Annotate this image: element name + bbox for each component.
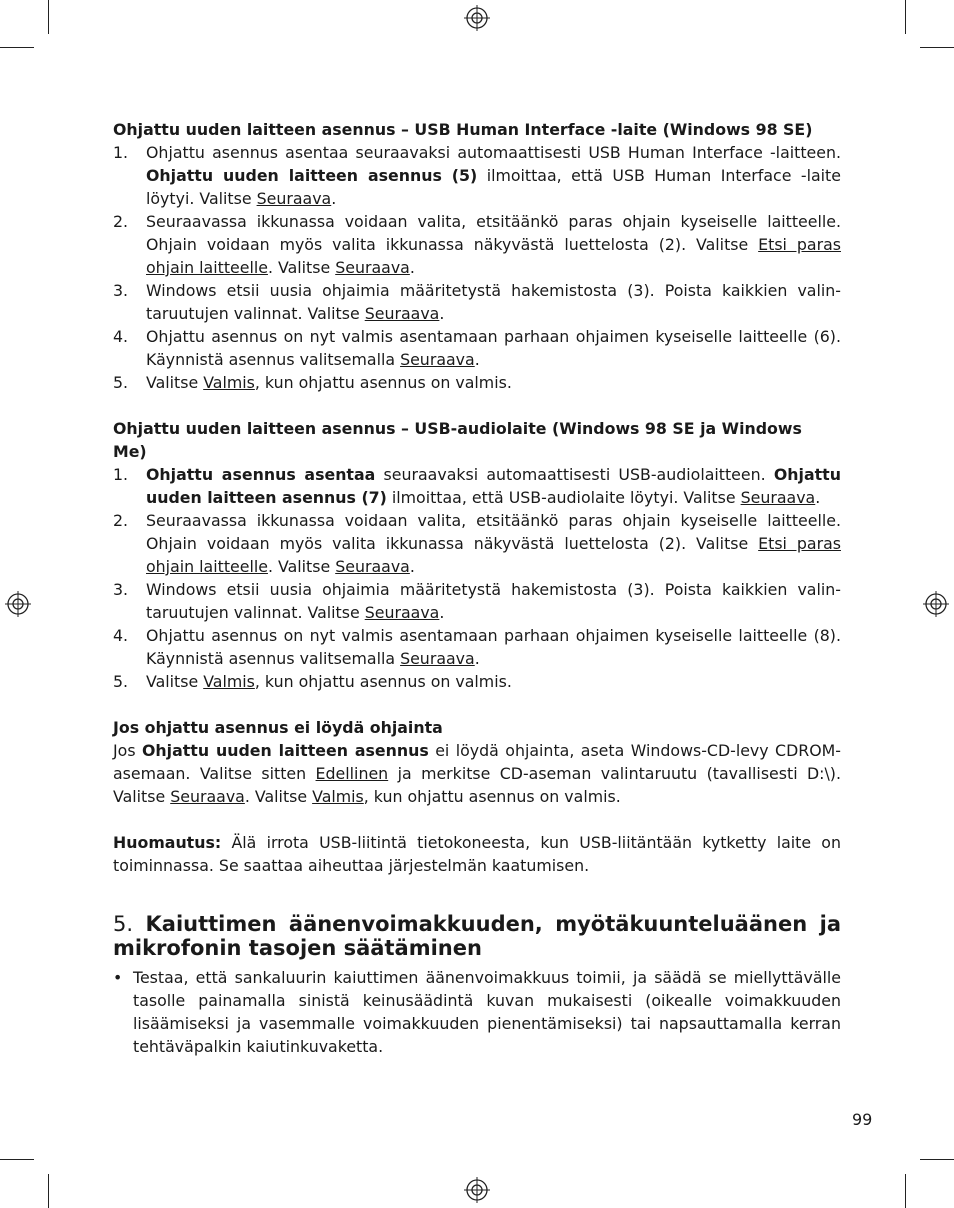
registration-mark-icon [923,591,949,617]
section-heading: Ohjattu uuden laitteen asennus – USB Human Interface -laite (Windows 98 SE) [113,120,813,139]
seuraava-link: Seuraava [256,189,332,208]
crop-mark-bottom-left-h [0,1159,34,1160]
crop-mark-top-right-h [920,47,954,48]
list-item: 3. Windows etsii uusia ohjaimia määritetystä hakemistosta (3). Poista kaikkien valintaruutujen valinnat. Valitse Seuraava. [113,281,841,323]
crop-mark-bottom-right-h [920,1159,954,1160]
note-paragraph: Huomautus: Älä irrota USB-liitintä tietokoneesta, kun USB-liitäntään kytketty laite on toiminnassa. Se saattaa aiheuttaa järjestelmän kaatumisen. [113,833,841,875]
page-number: 99 [852,1110,873,1129]
list-item: 3. Windows etsii uusia ohjaimia määritetystä hakemistosta (3). Poista kaikkien valintaruutujen valinnat. Valitse Seuraava. [113,580,841,622]
section-heading: Jos ohjattu asennus ei löydä ohjainta [113,718,443,737]
registration-mark-icon [464,1177,490,1203]
list-item: • Testaa, että sankaluurin kaiuttimen äänenvoimakkuus toimii, ja säädä se miellyttävälle tasolle painamalla sinistä keinusäädintä kuvan mukaisesti (oikealle voimakkuuden lisäämiseksi ja vasemmalle voimakkuuden pienentämiseksi) tai napsauttamalla kerran tehtäväpalkin kaiutinkuvaketta. [113,968,841,1056]
paragraph: Jos Ohjattu uuden laitteen asennus ei löydä ohjainta, aseta Windows-CD-levy CDROM-asemaan. Valitse sitten Edellinen ja merkitse CD-aseman valintaruutu (tavallisesti D:\). Valitse Seuraava. Valitse Valmis, kun ohjattu asennus on valmis. [113,741,841,806]
crop-mark-top-left-h [0,47,34,48]
list-item: 2. Seuraavassa ikkunassa voidaan valita, etsitäänkö paras ohjain kyseiselle laitteelle. Ohjain voidaan myös valita ikkunassa näkyvästä luettelosta (2). Valitse Etsi paras ohjain laitteelle. Valitse Seuraava. [113,212,841,277]
instruction-list [113,141,841,394]
page-content [113,118,841,1058]
section-heading: Ohjattu uuden laitteen asennus – USB-audiolaite (Windows 98 SE ja Windows Me) [113,419,802,461]
list-item: 1. Ohjattu asennus asentaa seuraavaksi automaattisesti USB Human Interface -laitteen. Ohjattu uuden laitteen asennus (5) ilmoittaa, että USB Human Interface -laite löytyi. Valitse Seuraava. [113,143,841,208]
list-item: 4. Ohjattu asennus on nyt valmis asentamaan parhaan ohjaimen kyseiselle laitteelle (6). Käynnistä asennus valitsemalla Seuraava. [113,327,841,369]
list-item: 5. Valitse Valmis, kun ohjattu asennus on valmis. [113,672,512,691]
instruction-list [113,463,841,693]
list-item: 1. Ohjattu asennus asentaa seuraavaksi automaattisesti USB-audiolaitteen. Ohjattu uuden laitteen asennus (7) ilmoittaa, että USB-audiolaite löytyi. Valitse Seuraava. [113,465,841,507]
crop-mark-bottom-left-v [48,1174,49,1208]
list-item: 2. Seuraavassa ikkunassa voidaan valita, etsitäänkö paras ohjain kyseiselle laitteelle. Ohjain voidaan myös valita ikkunassa näkyvästä luettelosta (2). Valitse Etsi paras ohjain laitteelle. Valitse Seuraava. [113,511,841,576]
crop-mark-bottom-right-v [905,1174,906,1208]
registration-mark-icon [464,5,490,31]
crop-mark-top-left-v [48,0,49,34]
bullet-list [113,966,841,1058]
list-item: 4. Ohjattu asennus on nyt valmis asentamaan parhaan ohjaimen kyseiselle laitteelle (8). Käynnistä asennus valitsemalla Seuraava. [113,626,841,668]
crop-mark-top-right-v [905,0,906,34]
note-label: Huomautus: [113,833,222,852]
chapter-heading: 5. Kaiuttimen äänenvoimakkuuden, myötäkuunteluäänen ja mikrofonin tasojen säätäminen [113,912,841,960]
list-item: 5. Valitse Valmis, kun ohjattu asennus on valmis. [113,373,512,392]
registration-mark-icon [5,591,31,617]
